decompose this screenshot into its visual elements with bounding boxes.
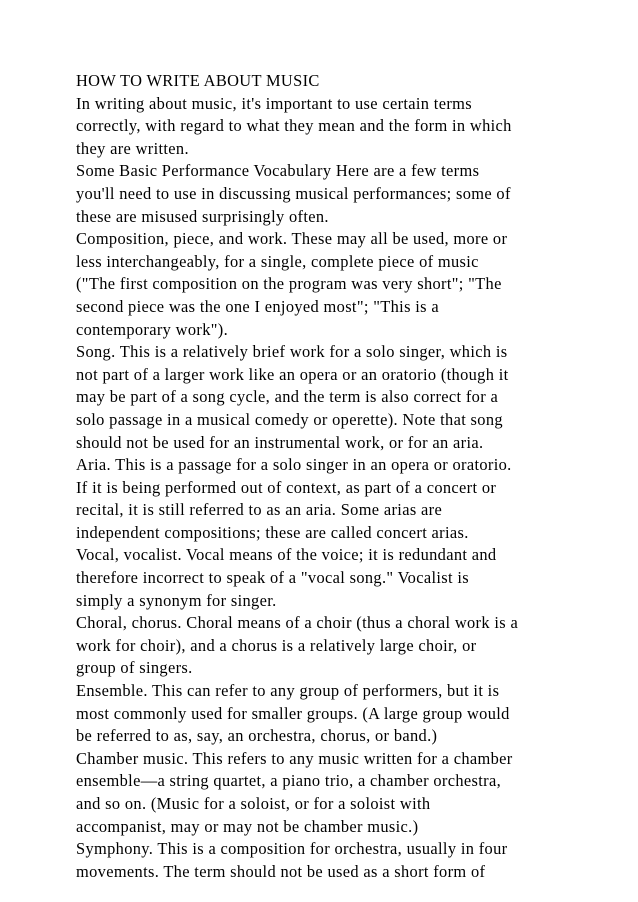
text-line: Aria. This is a passage for a solo singer in an opera or oratorio. — [76, 455, 512, 475]
text-line: solo passage in a musical comedy or operette). Note that song — [76, 409, 503, 429]
text-line: simply a synonym for singer. — [76, 590, 277, 610]
text-line: group of singers. — [76, 658, 193, 678]
document-body — [76, 70, 616, 883]
text-line: correctly, with regard to what they mean and the form in which — [76, 116, 512, 136]
text-line: and so on. (Music for a soloist, or for a soloist with — [76, 794, 431, 813]
text-line: Chamber music. This refers to any music written for a chamber — [76, 748, 513, 768]
text-line: therefore incorrect to speak of a "vocal song." Vocalist is — [76, 568, 469, 588]
text-line: work for choir), and a chorus is a relatively large choir, or — [76, 635, 477, 655]
text-line: recital, it is still referred to as an aria. Some arias are — [76, 500, 443, 520]
text-line: Song. This is a relatively brief work for a solo singer, which is — [76, 342, 508, 362]
text-line: these are misused surprisingly often. — [76, 206, 329, 226]
text-line: be referred to as, say, an orchestra, chorus, or band.) — [76, 726, 438, 746]
text-line: accompanist, may or may not be chamber music.) — [76, 816, 419, 836]
text-line: Vocal, vocalist. Vocal means of the voice; it is redundant and — [76, 545, 497, 565]
text-line: If it is being performed out of context, as part of a concert or — [76, 477, 497, 497]
text-line: movements. The term should not be used as a short form of — [76, 861, 486, 881]
text-line: Ensemble. This can refer to any group of performers, but it is — [76, 681, 500, 701]
text-line: may be part of a song cycle, and the term is also correct for a — [76, 387, 499, 407]
document-title: HOW TO WRITE ABOUT MUSIC — [76, 71, 320, 90]
text-line: should not be used for an instrumental work, or for an aria. — [76, 432, 484, 452]
text-line: In writing about music, it's important to use certain terms — [76, 93, 472, 113]
text-line: ("The first composition on the program was very short"; "The — [76, 274, 502, 294]
text-line: less interchangeably, for a single, complete piece of music — [76, 251, 479, 271]
text-line: ensemble—a string quartet, a piano trio, a chamber orchestra, — [76, 771, 502, 791]
text-line: independent compositions; these are called concert arias. — [76, 522, 469, 542]
text-line: Some Basic Performance Vocabulary Here are a few terms — [76, 161, 480, 181]
text-line: Choral, chorus. Choral means of a choir (thus a choral work is a — [76, 613, 519, 633]
text-line: second piece was the one I enjoyed most"; "This is a — [76, 296, 439, 316]
text-line: they are written. — [76, 138, 189, 158]
text-line: contemporary work"). — [76, 319, 229, 339]
text-line: Symphony. This is a composition for orchestra, usually in four — [76, 839, 508, 859]
text-line: not part of a larger work like an opera or an oratorio (though it — [76, 364, 509, 384]
text-line: you'll need to use in discussing musical performances; some of — [76, 183, 511, 203]
text-line: Composition, piece, and work. These may all be used, more or — [76, 229, 508, 249]
text-line: most commonly used for smaller groups. (A large group would — [76, 703, 510, 723]
